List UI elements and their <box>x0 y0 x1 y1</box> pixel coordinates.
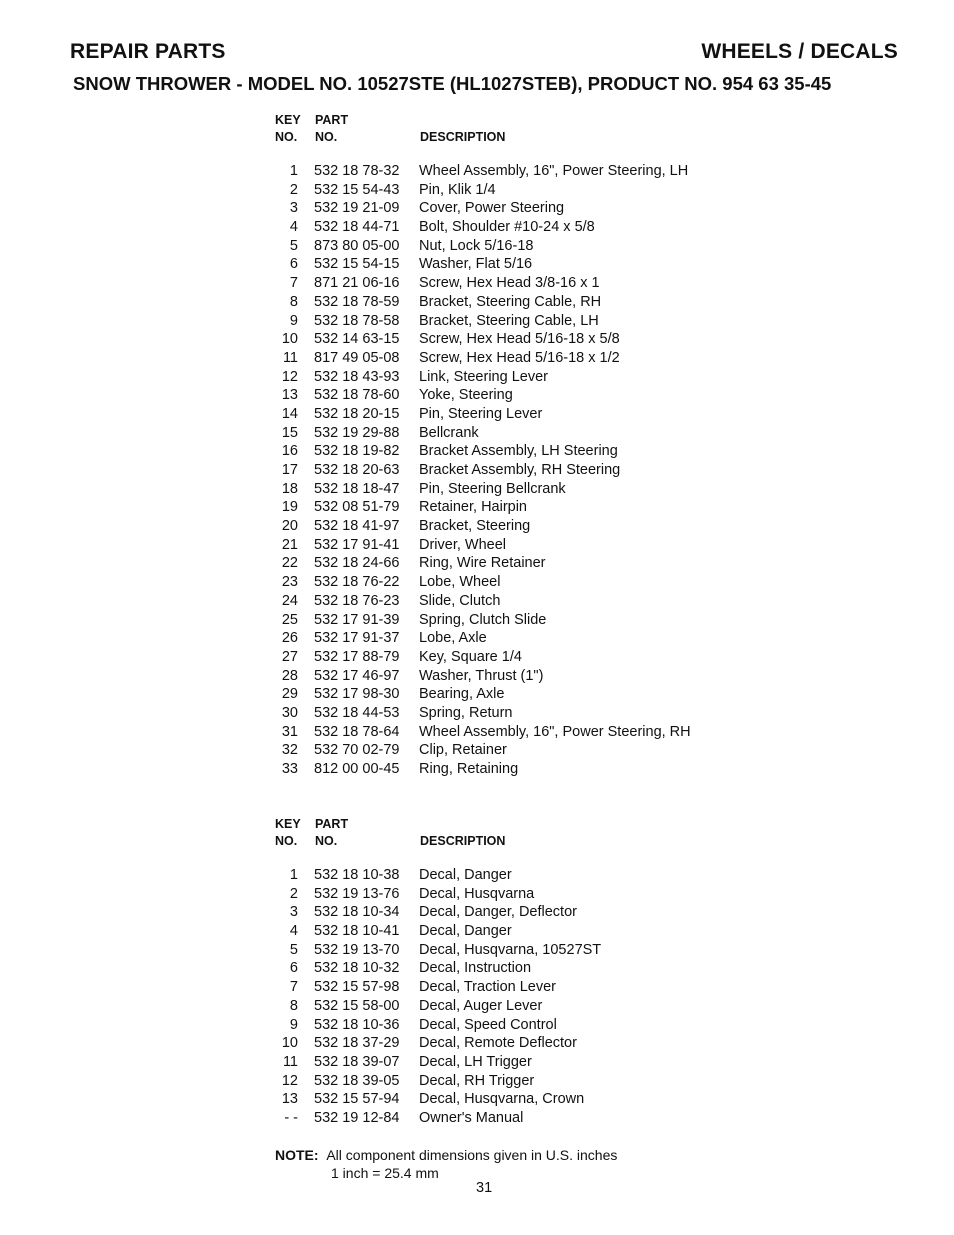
table-row <box>270 312 790 331</box>
table-row <box>270 723 790 742</box>
key-number: 8 <box>289 293 298 310</box>
key-number: 1 <box>289 163 298 179</box>
table-body <box>270 162 790 779</box>
part-no-header <box>315 112 348 146</box>
key-number: 11 <box>282 349 298 366</box>
header-part-line2: NO. <box>315 834 338 848</box>
table-row <box>270 162 790 181</box>
part-description: Bracket, Steering <box>419 518 531 535</box>
part-number: 532 17 91-39 <box>314 611 400 628</box>
table-row <box>270 368 790 387</box>
table-header <box>270 112 790 146</box>
table-row <box>270 498 790 517</box>
part-number: 532 17 98-30 <box>314 686 400 703</box>
part-number: 532 18 24-66 <box>314 555 400 572</box>
part-number: 532 18 43-93 <box>314 368 400 385</box>
table-row <box>270 554 790 573</box>
part-description: Driver, Wheel <box>419 536 507 553</box>
section-subject: WHEELS / DECALS <box>701 40 898 63</box>
part-number: 532 19 13-76 <box>314 885 400 902</box>
key-number: 24 <box>281 592 298 609</box>
part-number: 532 18 78-60 <box>314 387 400 404</box>
part-number: 532 18 10-34 <box>314 904 400 921</box>
header-part-line2: NO. <box>315 130 338 144</box>
table-row <box>270 1034 790 1053</box>
key-number: 2 <box>289 181 298 198</box>
key-number: 18 <box>281 480 298 497</box>
key-number: 6 <box>289 960 298 977</box>
part-description: Clip, Retainer <box>419 742 507 759</box>
table-body <box>270 866 790 1128</box>
part-description: Bellcrank <box>419 424 479 441</box>
part-description: Bracket Assembly, LH Steering <box>419 443 618 460</box>
header-key-line1: KEY <box>275 817 301 831</box>
part-number: 532 15 54-15 <box>314 256 400 273</box>
key-number: 2 <box>289 885 298 902</box>
part-description: Decal, Instruction <box>419 960 532 977</box>
header-part-line1: PART <box>315 817 349 831</box>
part-description: Decal, Speed Control <box>419 1016 557 1033</box>
part-number: 532 18 19-82 <box>314 443 400 460</box>
table-row <box>270 741 790 760</box>
key-number: 15 <box>281 424 298 441</box>
part-description: Link, Steering Lever <box>419 368 548 385</box>
table-row <box>270 1072 790 1091</box>
part-description: Decal, Danger <box>419 923 512 940</box>
part-description: Decal, Husqvarna, 10527ST <box>419 941 602 958</box>
key-number: 3 <box>289 904 298 921</box>
part-number: 532 18 78-58 <box>314 312 400 329</box>
table-row <box>270 573 790 592</box>
part-description: Decal, Remote Deflector <box>419 1035 577 1052</box>
part-description: Screw, Hex Head 3/8-16 x 1 <box>419 275 600 292</box>
key-number: 4 <box>289 923 298 940</box>
part-number: 532 18 37-29 <box>314 1035 400 1052</box>
table-row <box>270 255 790 274</box>
part-description: Decal, Auger Lever <box>419 997 543 1014</box>
part-number: 532 19 29-88 <box>314 424 400 441</box>
key-number: 33 <box>281 761 298 777</box>
decals-parts-table <box>270 816 790 1128</box>
part-description: Lobe, Axle <box>419 630 487 647</box>
part-description: Cover, Power Steering <box>419 200 565 217</box>
key-number: 5 <box>289 941 298 958</box>
table-row <box>270 237 790 256</box>
table-row <box>270 536 790 555</box>
table-row <box>270 941 790 960</box>
key-number: 22 <box>281 555 298 572</box>
table-row <box>270 704 790 723</box>
table-row <box>270 885 790 904</box>
header-key-line1: KEY <box>275 113 301 127</box>
part-number: 871 21 06-16 <box>314 275 400 292</box>
part-description: Ring, Retaining <box>419 761 519 777</box>
key-number: 9 <box>289 312 298 329</box>
table-row <box>270 274 790 293</box>
part-number: 532 14 63-15 <box>314 331 400 348</box>
table-header <box>270 816 790 850</box>
part-number: 532 18 20-63 <box>314 462 400 478</box>
wheels-parts-table <box>270 112 790 779</box>
part-number: 532 18 18-47 <box>314 480 400 497</box>
part-number: 532 18 39-07 <box>314 1053 400 1070</box>
table-row <box>270 685 790 704</box>
key-number: 19 <box>281 499 298 516</box>
part-description: Decal, RH Trigger <box>419 1072 535 1089</box>
table-row <box>270 405 790 424</box>
table-row <box>270 997 790 1016</box>
units-note <box>275 1146 617 1182</box>
part-number: 532 17 91-37 <box>314 630 400 647</box>
part-number: 532 18 44-71 <box>314 219 400 236</box>
key-number: 10 <box>281 331 298 348</box>
part-number: 532 15 57-94 <box>314 1091 400 1108</box>
table-row <box>270 1053 790 1072</box>
part-description: Bracket, Steering Cable, RH <box>419 293 602 310</box>
key-number: 31 <box>281 723 298 740</box>
part-description: Bracket Assembly, RH Steering <box>419 462 621 478</box>
part-description: Lobe, Wheel <box>419 574 501 591</box>
key-number: 17 <box>281 462 298 478</box>
key-number: - - <box>284 1109 298 1126</box>
table-row <box>270 442 790 461</box>
part-description: Nut, Lock 5/16-18 <box>419 237 534 254</box>
part-description: Decal, Husqvarna, Crown <box>419 1091 585 1108</box>
part-description: Decal, Danger, Deflector <box>419 904 577 921</box>
key-number: 29 <box>281 686 298 703</box>
key-number: 27 <box>281 648 298 665</box>
table-row <box>270 648 790 667</box>
part-description: Decal, Danger <box>419 867 512 883</box>
part-description: Decal, Husqvarna <box>419 885 535 902</box>
key-number: 13 <box>281 1091 298 1108</box>
part-description: Decal, Traction Lever <box>419 979 557 996</box>
part-number: 532 18 76-22 <box>314 574 400 591</box>
part-description: Decal, LH Trigger <box>419 1053 532 1070</box>
key-number: 21 <box>281 536 298 553</box>
part-number: 817 49 05-08 <box>314 349 400 366</box>
part-number: 532 18 39-05 <box>314 1072 400 1089</box>
section-title: REPAIR PARTS <box>70 40 226 63</box>
description-header: DESCRIPTION <box>420 834 506 848</box>
key-number: 14 <box>281 405 298 422</box>
part-number: 532 18 76-23 <box>314 592 400 609</box>
part-description: Ring, Wire Retainer <box>419 555 546 572</box>
key-number: 9 <box>289 1016 298 1033</box>
table-row <box>270 386 790 405</box>
part-description: Pin, Steering Lever <box>419 405 543 422</box>
table-row <box>270 517 790 536</box>
part-description: Owner's Manual <box>419 1109 524 1126</box>
part-number: 532 18 10-36 <box>314 1016 400 1033</box>
table-row <box>270 592 790 611</box>
key-no-header <box>275 816 301 850</box>
table-row <box>270 293 790 312</box>
table-row <box>270 1016 790 1035</box>
part-description: Pin, Klik 1/4 <box>419 181 496 198</box>
key-number: 13 <box>281 387 298 404</box>
table-row <box>270 218 790 237</box>
part-description: Slide, Clutch <box>419 592 501 609</box>
part-number: 532 15 54-43 <box>314 181 400 198</box>
part-number: 532 18 20-15 <box>314 405 400 422</box>
part-number: 532 19 21-09 <box>314 200 400 217</box>
part-number: 532 70 02-79 <box>314 742 400 759</box>
page-number: 31 <box>476 1180 493 1196</box>
part-number: 532 19 12-84 <box>314 1109 400 1126</box>
note-conversion: 1 inch = 25.4 mm <box>331 1165 439 1181</box>
part-description: Key, Square 1/4 <box>419 648 522 665</box>
table-row <box>270 424 790 443</box>
table-row <box>270 199 790 218</box>
table-row <box>270 629 790 648</box>
part-number: 532 18 10-41 <box>314 923 400 940</box>
key-number: 10 <box>281 1035 298 1052</box>
key-number: 16 <box>281 443 298 460</box>
table-row <box>270 349 790 368</box>
key-number: 20 <box>281 518 298 535</box>
key-number: 3 <box>289 200 298 217</box>
part-description: Washer, Thrust (1") <box>419 667 544 684</box>
key-number: 26 <box>281 630 298 647</box>
table-row <box>270 959 790 978</box>
part-number: 532 18 78-32 <box>314 163 400 179</box>
part-description: Screw, Hex Head 5/16-18 x 5/8 <box>419 331 620 348</box>
key-number: 12 <box>281 368 298 385</box>
key-number: 12 <box>281 1072 298 1089</box>
key-number: 8 <box>289 997 298 1014</box>
description-header: DESCRIPTION <box>420 130 506 144</box>
key-number: 6 <box>289 256 298 273</box>
part-description: Retainer, Hairpin <box>419 499 527 516</box>
part-description: Screw, Hex Head 5/16-18 x 1/2 <box>419 349 620 366</box>
part-description: Bolt, Shoulder #10-24 x 5/8 <box>419 219 595 236</box>
part-number: 532 17 46-97 <box>314 667 400 684</box>
part-description: Bearing, Axle <box>419 686 505 703</box>
part-number: 532 18 44-53 <box>314 704 400 721</box>
part-description: Spring, Return <box>419 704 513 721</box>
part-description: Wheel Assembly, 16", Power Steering, LH <box>419 163 689 179</box>
part-description: Bracket, Steering Cable, LH <box>419 312 599 329</box>
header-key-line2: NO. <box>275 834 298 848</box>
part-number: 532 15 58-00 <box>314 997 400 1014</box>
part-number: 532 15 57-98 <box>314 979 400 996</box>
part-number: 532 18 10-38 <box>314 867 400 883</box>
note-label: NOTE: <box>275 1147 319 1163</box>
part-number: 812 00 00-45 <box>314 761 400 777</box>
part-description: Yoke, Steering <box>419 387 513 404</box>
table-row <box>270 330 790 349</box>
part-number: 532 18 10-32 <box>314 960 400 977</box>
table-row <box>270 978 790 997</box>
header-part-line1: PART <box>315 113 349 127</box>
key-number: 7 <box>289 979 298 996</box>
key-number: 11 <box>282 1053 298 1070</box>
part-number: 532 17 91-41 <box>314 536 400 553</box>
table-row <box>270 461 790 480</box>
part-description: Spring, Clutch Slide <box>419 611 547 628</box>
table-row <box>270 611 790 630</box>
table-row <box>270 1090 790 1109</box>
part-description: Washer, Flat 5/16 <box>419 256 533 273</box>
table-row <box>270 667 790 686</box>
key-number: 28 <box>281 667 298 684</box>
table-row <box>270 480 790 499</box>
part-number: 873 80 05-00 <box>314 237 400 254</box>
note-text: All component dimensions given in U.S. inches <box>326 1147 618 1163</box>
key-number: 1 <box>289 867 298 883</box>
table-row <box>270 760 790 779</box>
table-row <box>270 866 790 885</box>
model-subtitle: SNOW THROWER - MODEL NO. 10527STE (HL1027STEB), PRODUCT NO. 954 63 35-45 <box>73 73 832 94</box>
part-number: 532 18 78-64 <box>314 723 400 740</box>
part-number: 532 18 78-59 <box>314 293 400 310</box>
key-number: 32 <box>281 742 298 759</box>
key-number: 5 <box>289 237 298 254</box>
key-number: 30 <box>281 704 298 721</box>
key-number: 4 <box>289 219 298 236</box>
part-number: 532 17 88-79 <box>314 648 400 665</box>
table-row <box>270 1109 790 1128</box>
part-no-header <box>315 816 348 850</box>
key-number: 7 <box>289 275 298 292</box>
table-row <box>270 903 790 922</box>
part-description: Wheel Assembly, 16", Power Steering, RH <box>419 723 691 740</box>
table-row <box>270 922 790 941</box>
part-number: 532 18 41-97 <box>314 518 400 535</box>
part-number: 532 19 13-70 <box>314 941 400 958</box>
part-number: 532 08 51-79 <box>314 499 400 516</box>
key-number: 23 <box>281 574 298 591</box>
table-row <box>270 181 790 200</box>
key-number: 25 <box>281 611 298 628</box>
key-no-header <box>275 112 301 146</box>
header-key-line2: NO. <box>275 130 298 144</box>
part-description: Pin, Steering Bellcrank <box>419 480 566 497</box>
